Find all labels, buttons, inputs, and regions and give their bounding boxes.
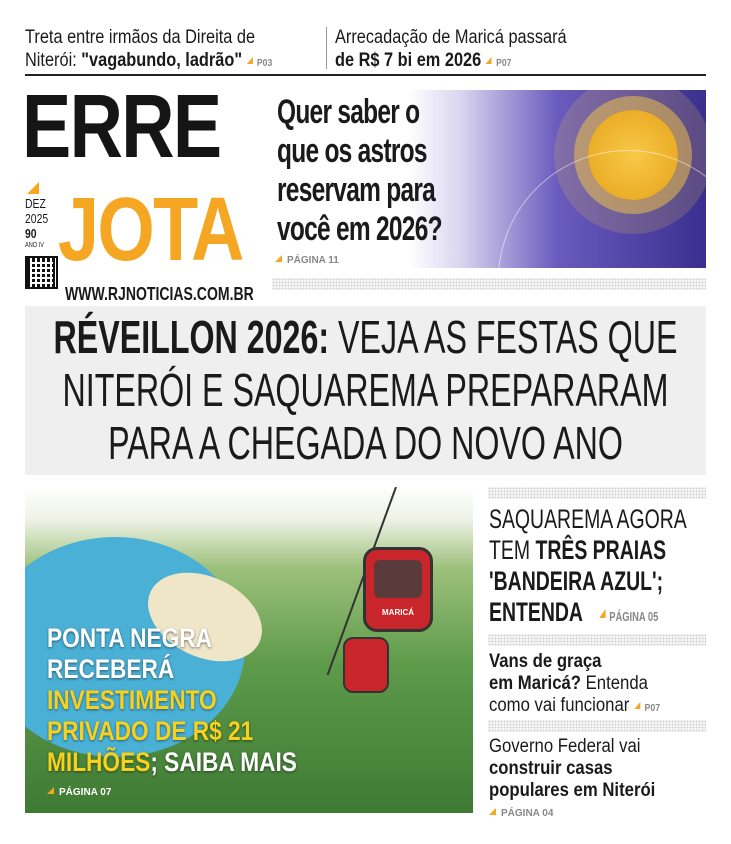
teaser-line: Niterói:: [25, 50, 82, 71]
website-url[interactable]: WWW.RJNOTICIAS.COM.BR: [65, 284, 254, 304]
story-line: TRÊS PRAIAS: [535, 535, 667, 565]
edition-year: 2025: [25, 211, 49, 226]
triangle-icon: [634, 702, 640, 709]
story-line: Entenda: [581, 673, 648, 694]
triangle-icon: [275, 255, 282, 262]
dotted-separator: [272, 278, 706, 290]
story-line: MILHÕES: [47, 747, 151, 777]
page-ref: PÁGINA 04: [501, 808, 554, 819]
story-line: em Maricá?: [489, 673, 582, 694]
headline-line: reservam para: [277, 171, 436, 209]
story-line: SAQUAREMA AGORA: [489, 504, 687, 534]
triangle-icon: [47, 787, 54, 794]
story-line: Vans de graça: [489, 651, 602, 672]
qr-code[interactable]: [25, 256, 58, 289]
dotted-separator: [488, 487, 706, 499]
edition-number: 90: [25, 226, 37, 241]
divider: [326, 27, 327, 69]
triangle-icon: [599, 609, 605, 618]
page-ref: P03: [256, 58, 273, 69]
story-line: INVESTIMENTO: [47, 685, 217, 715]
page-ref: PÁGINA 05: [609, 609, 659, 624]
teaser-left[interactable]: [25, 26, 312, 75]
story-line: PONTA NEGRA: [47, 623, 213, 653]
page-ref: P07: [496, 58, 512, 69]
cable-car-label: MARICÁ: [382, 608, 414, 617]
main-headline-box[interactable]: [25, 306, 706, 475]
story-line: PRIVADO DE R$ 21: [47, 716, 254, 746]
headline-line: PARA A CHEGADA DO NOVO ANO: [108, 417, 623, 469]
page-ref: PÁGINA 11: [287, 255, 339, 266]
masthead-erre: ERRE: [22, 77, 221, 177]
headline-line: você em 2026?: [277, 210, 442, 248]
page-ref: P07: [644, 703, 661, 714]
story-line: Governo Federal vai: [489, 736, 641, 757]
triangle-icon: [247, 57, 253, 64]
dotted-separator: [488, 720, 706, 732]
headline-line: que os astros: [277, 132, 427, 170]
teaser-line: Treta entre irmãos da Direita de: [25, 27, 256, 48]
edition-info: [25, 196, 54, 251]
teaser-bold: de R$ 7 bi em 2026: [335, 50, 482, 71]
story-line: TEM: [489, 535, 536, 565]
triangle-icon: [486, 57, 492, 64]
edition-volume: ANO IV: [25, 242, 44, 249]
side-story-saquarema[interactable]: [489, 504, 731, 632]
side-story-governo[interactable]: [489, 736, 678, 802]
headline-line: NITERÓI E SAQUAREMA PREPARARAM: [62, 364, 669, 416]
zodiac-wheel: [498, 150, 706, 268]
cable-car: [363, 547, 433, 632]
dotted-separator: [488, 634, 706, 646]
story-line: 'BANDEIRA AZUL';: [489, 566, 664, 596]
story-line: ENTENDA: [489, 597, 583, 627]
cable-car: [343, 637, 389, 693]
story-line: populares em Niterói: [489, 780, 656, 801]
triangle-icon: [489, 808, 496, 815]
story-line: RECEBERÁ: [47, 654, 175, 684]
headline-line: VEJA AS FESTAS QUE: [329, 311, 678, 363]
headline-line: Quer saber o: [277, 93, 420, 131]
teaser-bold: "vagabundo, ladrão": [81, 50, 243, 71]
story-line: ; SAIBA MAIS: [150, 747, 297, 777]
page-ref: PÁGINA 07: [59, 787, 112, 798]
horoscope-headline[interactable]: [277, 93, 506, 249]
triangle-icon: [27, 182, 39, 194]
masthead-jota: JOTA: [58, 180, 243, 280]
story-line: construir casas: [489, 758, 613, 779]
side-story-vans[interactable]: [489, 651, 684, 720]
photo-story[interactable]: [25, 487, 473, 813]
headline-bold: RÉVEILLON 2026:: [53, 311, 330, 363]
story-line: como vai funcionar: [489, 695, 630, 716]
edition-month: DEZ: [25, 196, 46, 211]
teaser-line: Arrecadação de Maricá passará: [335, 27, 567, 48]
teaser-right[interactable]: [335, 26, 604, 75]
